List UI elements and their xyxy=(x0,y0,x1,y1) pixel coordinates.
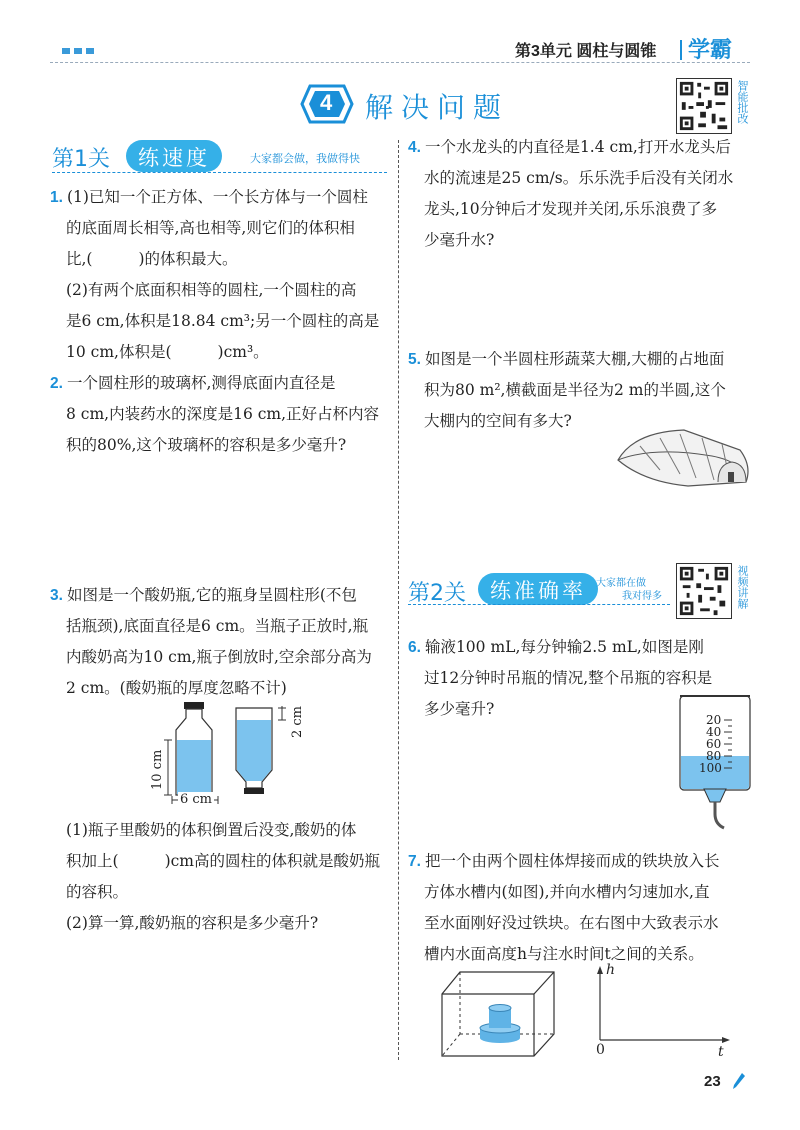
section2-label: 第2关 xyxy=(408,581,466,606)
question-6: 6. 输液100 mL,每分钟输2.5 mL,如图是刚 过12分钟时吊瓶的情况,整个吊瓶的容积是 多少毫升? xyxy=(408,638,713,718)
brand-logo: 学霸 xyxy=(688,37,733,62)
page-number: 23 xyxy=(704,1073,721,1090)
figure-label-height: 10 cm xyxy=(150,749,165,790)
pencil-icon xyxy=(732,1072,746,1090)
scale-label: 60 xyxy=(706,737,722,751)
axis-label-h: h xyxy=(606,962,616,978)
question-number: 1. xyxy=(50,189,63,206)
question-3-parts: (1)瓶子里酸奶的体积倒置后没变,酸奶的体 积加上( )cm高的圆柱的体积就是酸奶瓶 的容积。 (2)算一算,酸奶瓶的容积是多少毫升? xyxy=(66,821,380,932)
header-decor xyxy=(62,48,70,54)
section2-note-line2: 我对得多 xyxy=(622,591,662,602)
height-time-axes xyxy=(590,966,730,1046)
question-number: 7. xyxy=(408,853,421,870)
axis-label-t: t xyxy=(718,1044,724,1060)
scale-label: 40 xyxy=(706,725,722,739)
question-number: 4. xyxy=(408,139,421,156)
question-4: 4. 一个水龙头的内直径是1.4 cm,打开水龙头后 水的流速是25 cm/s。乐乐洗手后没有关闭水 龙头,10分钟后才发现并关闭,乐乐浪费了多 少毫升水? xyxy=(408,138,734,249)
header-decor xyxy=(74,48,82,54)
qr-code-video-lesson[interactable] xyxy=(676,563,732,619)
question-number: 5. xyxy=(408,351,421,368)
header-decor xyxy=(86,48,94,54)
figure-label-gap: 2 cm xyxy=(290,705,305,738)
question-number: 3. xyxy=(50,587,63,604)
question-7: 7. 把一个由两个圆柱体焊接而成的铁块放入长 方体水槽内(如图),并向水槽内匀速加水,直 至水面刚好没过铁块。在右图中大致表示水 槽内水面高度h与注水时间t之间的关系。 xyxy=(408,852,720,963)
question-3: 3. 如图是一个酸奶瓶,它的瓶身呈圆柱形(不包 括瓶颈),底面直径是6 cm。当瓶子正放时,瓶 内酸奶高为10 cm,瓶子倒放时,空余部分高为 2 cm。(酸奶瓶的厚度忽略不计) xyxy=(50,586,372,697)
question-1: 1. (1)已知一个正方体、一个长方体与一个圆柱 的底面周长相等,高也相等,则它们的体积相 比,( )的体积最大。 (2)有两个底面积相等的圆柱,一个圆柱的高 是6 cm,体积是18.84 cm³;另一个圆柱的高是 10 cm,体积是( )cm³。 xyxy=(50,188,380,361)
greenhouse-figure xyxy=(614,426,754,496)
section1-badge: 练速度 xyxy=(126,140,222,172)
qr-note-video-lesson: 视频讲解 xyxy=(736,565,749,609)
section2-badge: 练准确率 xyxy=(478,573,598,605)
question-5: 5. 如图是一个半圆柱形蔬菜大棚,大棚的占地面 积为80 m²,横截面是半径为2 m的半圆,这个 大棚内的空间有多大? xyxy=(408,350,726,430)
scale-label: 20 xyxy=(706,713,722,727)
qr-code-smart-grading[interactable] xyxy=(676,78,732,134)
section1-label: 第1关 xyxy=(52,147,110,172)
header-rule xyxy=(50,62,750,63)
scale-label: 100 xyxy=(699,761,722,775)
section2-rule xyxy=(408,604,670,605)
question-2: 2. 一个圆柱形的玻璃杯,测得底面内直径是 8 cm,内装药水的深度是16 cm,正好占杯内容 积的80%,这个玻璃杯的容积是多少毫升? xyxy=(50,374,380,454)
question-number: 2. xyxy=(50,375,63,392)
header-separator xyxy=(680,40,682,60)
section2-note-line1: 大家都在做 xyxy=(596,578,646,589)
scale-label: 80 xyxy=(706,749,722,763)
column-divider xyxy=(398,140,399,1060)
title-number: 4 xyxy=(320,90,333,115)
section1-rule xyxy=(52,172,387,173)
unit-title: 第3单元 圆柱与圆锥 xyxy=(515,43,657,60)
figure-label-diameter: 6 cm xyxy=(180,792,213,807)
water-tank-figure xyxy=(440,968,560,1060)
qr-note-smart-grading: 智能批改 xyxy=(736,80,749,124)
axis-origin: 0 xyxy=(596,1042,605,1058)
question-number: 6. xyxy=(408,639,421,656)
page-title: 解决问题 xyxy=(365,91,510,124)
section1-note: 大家都会做，我做得快 xyxy=(250,152,360,165)
